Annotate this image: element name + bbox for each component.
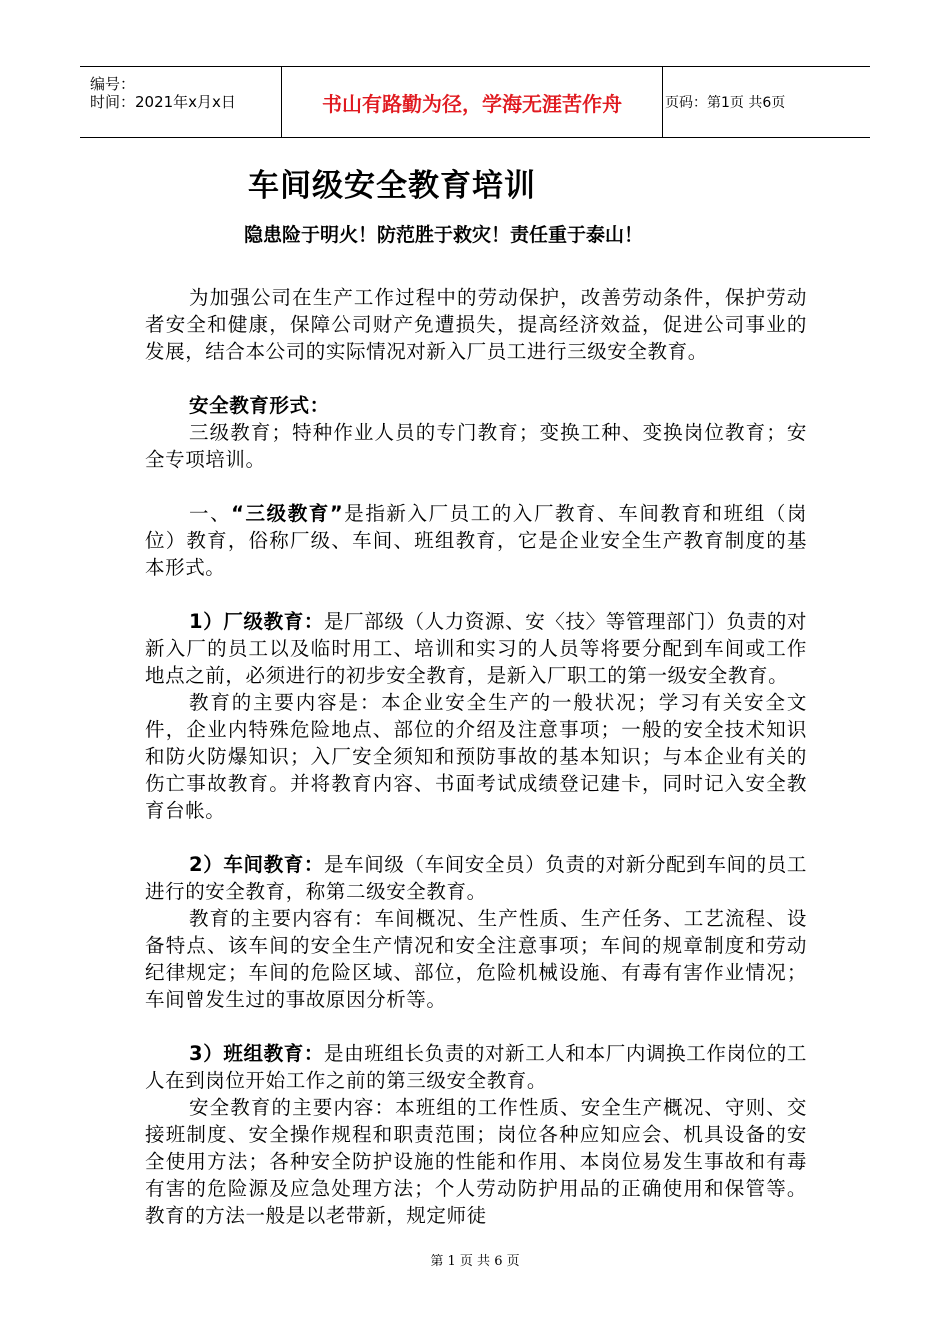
number-label: 编号： [90, 75, 136, 93]
forms-heading: 安全教育形式： [189, 394, 330, 417]
workshop-level-content: 教育的主要内容有：车间概况、生产性质、生产任务、工艺流程、设备特点、该车间的安全生产情况和安全注意事项；车间的规章制度和劳动纪律规定；车间的危险区域、部位，危险机械设施、有毒有害作业情况；车间曾发生过的事故原因分析等。 [145, 907, 807, 1011]
intro-paragraph: 为加强公司在生产工作过程中的劳动保护，改善劳动条件，保护劳动者安全和健康，保障公司财产免遭损失，提高经济效益，促进公司事业的发展，结合本公司的实际情况对新入厂员工进行三级安全教育。 [145, 286, 807, 363]
workshop-level-heading: 2）车间教育： [189, 853, 324, 876]
document-title: 车间级安全教育培训 [248, 168, 536, 204]
section-prefix: 一、 [189, 502, 232, 525]
section-bold-term: “三级教育” [231, 502, 344, 525]
workshop-level-text: 是车间级（车间安全员）负责的对新分配到车间的员工进行的安全教育，称第二级安全教育。 [145, 853, 807, 903]
factory-level-text: 是厂部级（人力资源、安〈技〉等管理部门）负责的对新入厂的员工以及临时用工、培训和实习的人员等将要分配到车间或工作地点之前，必须进行的初步安全教育，是新入厂职工的第一级安全教育。 [145, 610, 807, 687]
document-body [145, 284, 807, 1229]
section-three-level [145, 500, 807, 581]
team-level-heading: 3）班组教育： [189, 1042, 324, 1065]
factory-level-heading: 1）厂级教育： [189, 610, 324, 633]
section-text: 是指新入厂员工的入厂教育、车间教育和班组（岗位）教育，俗称厂级、车间、班组教育，它是企业安全生产教育制度的基本形式。 [145, 502, 807, 579]
header-info-cell [80, 67, 280, 137]
factory-level-content: 教育的主要内容是：本企业安全生产的一般状况；学习有关安全文件，企业内特殊危险地点、部位的介绍及注意事项；一般的安全技术知识和防火防爆知识；入厂安全须知和预防事故的基本知识；与本企业有关的伤亡事故教育。并将教育内容、书面考试成绩登记建卡，同时记入安全教育台帐。 [145, 691, 807, 822]
motto-text: 书山有路勤为径，学海无涯苦作舟 [322, 91, 622, 116]
team-level-text: 是由班组长负责的对新工人和本厂内调换工作岗位的工人在到岗位开始工作之前的第三级安全教育。 [145, 1042, 807, 1092]
header-table [80, 66, 870, 138]
page-label: 页码：第1页 共6页 [665, 95, 786, 111]
header-page-cell [665, 67, 870, 137]
page-footer: 第 1 页 共 6 页 [430, 1254, 520, 1269]
header-motto-cell [281, 67, 663, 137]
forms-paragraph: 三级教育；特种作业人员的专门教育；变换工种、变换岗位教育；安全专项培训。 [145, 421, 807, 471]
team-level-paragraph [145, 1040, 807, 1094]
factory-level-paragraph [145, 608, 807, 689]
time-label: 时间：2021年x月x日 [90, 93, 236, 111]
workshop-level-paragraph [145, 851, 807, 905]
team-level-content: 安全教育的主要内容：本班组的工作性质、安全生产概况、守则、交接班制度、安全操作规程和职责范围；岗位各种应知应会、机具设备的安全使用方法；各种安全防护设施的性能和作用、本岗位易发生事故和有毒有害的危险源及应急处理方法；个人劳动防护用品的正确使用和保管等。教育的方法一般是以老带新，规定师徒 [145, 1096, 807, 1227]
safety-slogan: 隐患险于明火！防范胜于救灾！责任重于泰山！ [244, 224, 644, 246]
